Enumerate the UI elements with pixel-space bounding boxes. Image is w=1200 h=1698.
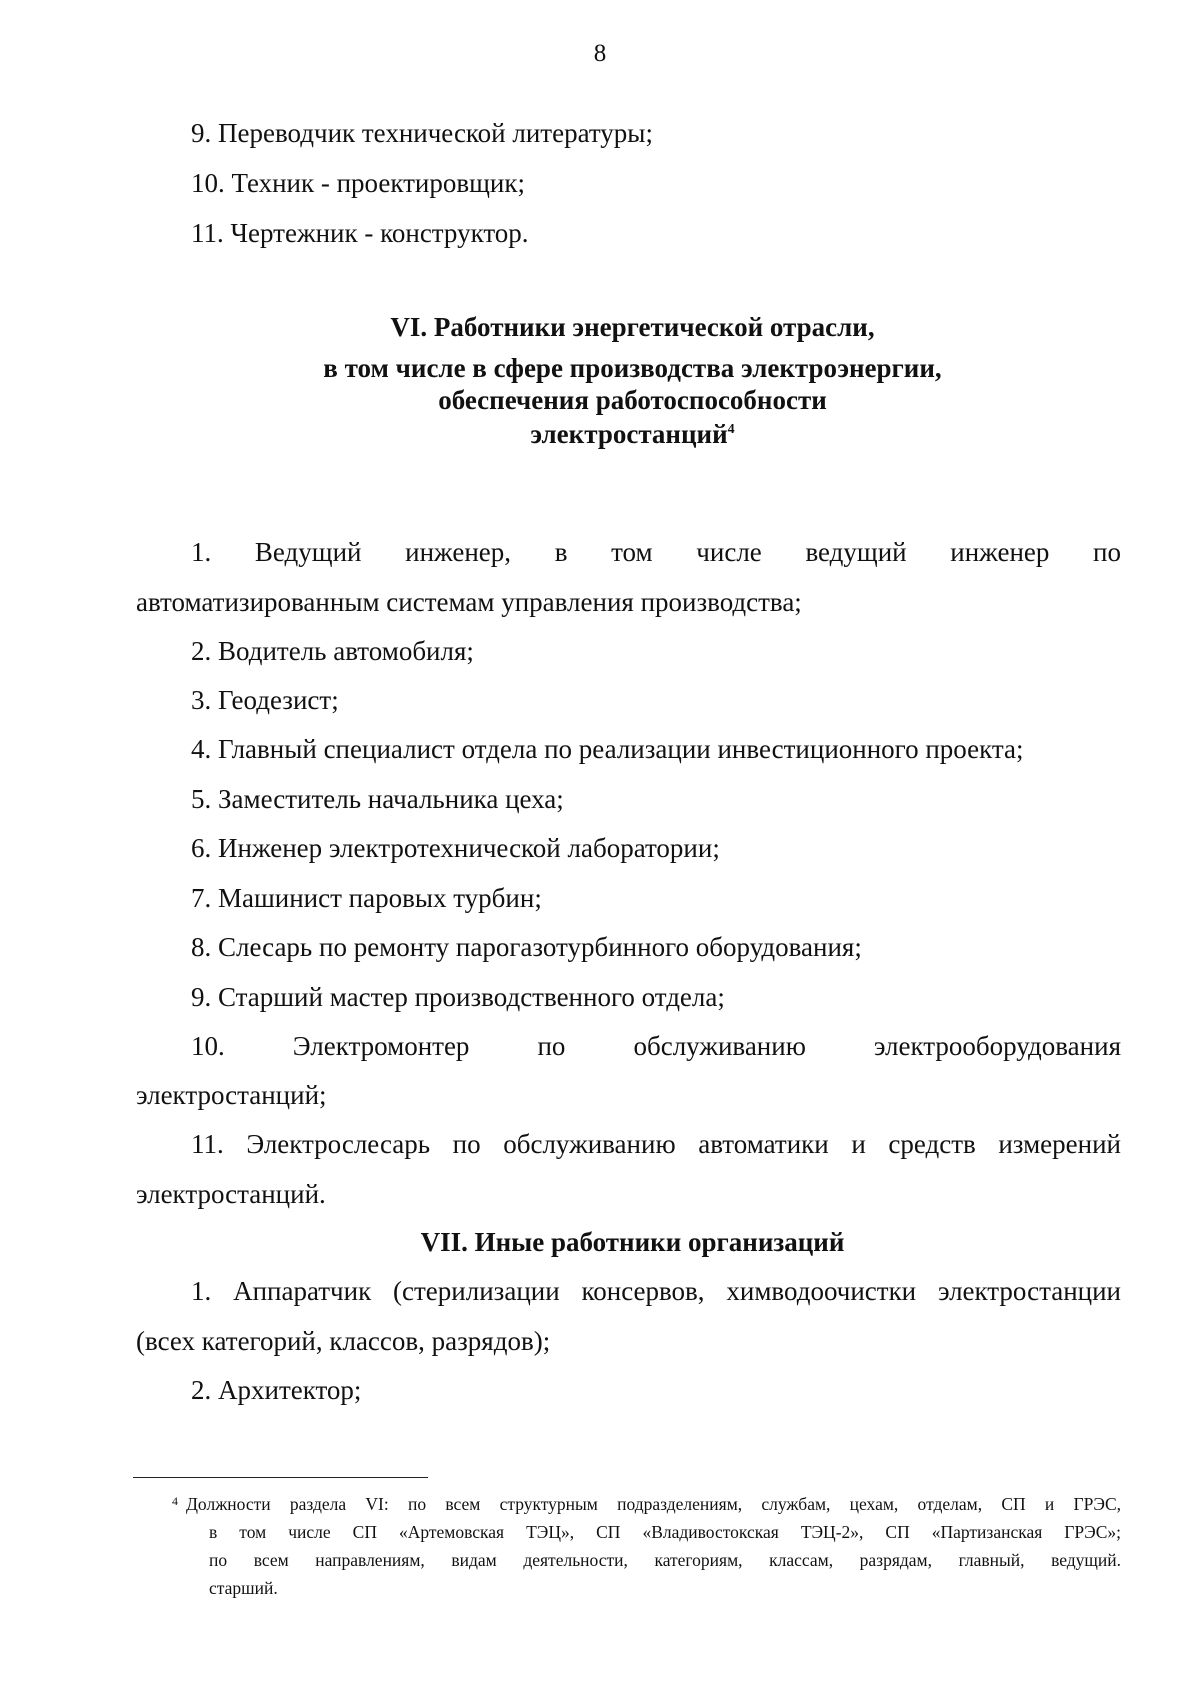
- list-item-continuation: электростанций.: [136, 1179, 326, 1209]
- list-item: 2. Архитектор;: [191, 1375, 362, 1405]
- list-item: 6. Инженер электротехнической лаборатории;: [191, 833, 720, 863]
- list-item: 1. Аппаратчик (стерилизации консервов, химводоочистки электростанции: [191, 1276, 1121, 1306]
- footnote-mark: 4: [172, 1494, 178, 1508]
- heading-line: [0, 418, 1200, 451]
- heading-text: электростанций: [530, 419, 728, 449]
- footnote-line: Должности раздела VI: по всем структурным подразделениям, службам, цехам, отделам, СП и ГРЭС,: [186, 1494, 1121, 1514]
- list-item: 10. Техник - проектировщик;: [191, 168, 525, 198]
- list-item: 9. Переводчик технической литературы;: [191, 118, 653, 148]
- list-item: 8. Слесарь по ремонту парогазотурбинного оборудования;: [191, 932, 862, 962]
- list-item: 5. Заместитель начальника цеха;: [191, 784, 564, 814]
- heading-line: обеспечения работоспособности: [438, 385, 827, 415]
- list-item: 11. Чертежник - конструктор.: [191, 218, 529, 248]
- list-item: 3. Геодезист;: [191, 685, 339, 715]
- list-item: 4. Главный специалист отдела по реализации инвестиционного проекта;: [191, 734, 1024, 764]
- list-item: 9. Старший мастер производственного отдела;: [191, 982, 725, 1012]
- list-item-continuation: (всех категорий, классов, разрядов);: [136, 1326, 551, 1356]
- list-item: 7. Машинист паровых турбин;: [191, 883, 542, 913]
- section-7-heading: VII. Иные работники организаций: [420, 1227, 845, 1257]
- list-item-continuation: электростанций;: [136, 1080, 327, 1110]
- footnote-line: старший.: [209, 1578, 278, 1598]
- footnote-line: по всем направлениям, видам деятельности, категориям, классам, разрядам, главный, ведущий.: [209, 1550, 1121, 1570]
- list-item: 10. Электромонтер по обслуживанию электрооборудования: [191, 1031, 1121, 1061]
- list-item: 2. Водитель автомобиля;: [191, 636, 474, 666]
- footnote-reference: 4: [727, 422, 735, 437]
- heading-line: в том числе в сфере производства электроэнергии,: [323, 353, 942, 383]
- footnote-separator: [133, 1477, 428, 1478]
- page-number: 8: [593, 40, 607, 67]
- list-item-continuation: автоматизированным системам управления производства;: [136, 587, 802, 617]
- footnote-line: в том числе СП «Артемовская ТЭЦ», СП «Владивостокская ТЭЦ-2», СП «Партизанская ГРЭС»;: [209, 1522, 1121, 1542]
- list-item: 1. Ведущий инженер, в том числе ведущий инженер по: [191, 537, 1121, 567]
- heading-line: VI. Работники энергетической отрасли,: [390, 312, 875, 342]
- list-item: 11. Электрослесарь по обслуживанию автоматики и средств измерений: [191, 1129, 1121, 1159]
